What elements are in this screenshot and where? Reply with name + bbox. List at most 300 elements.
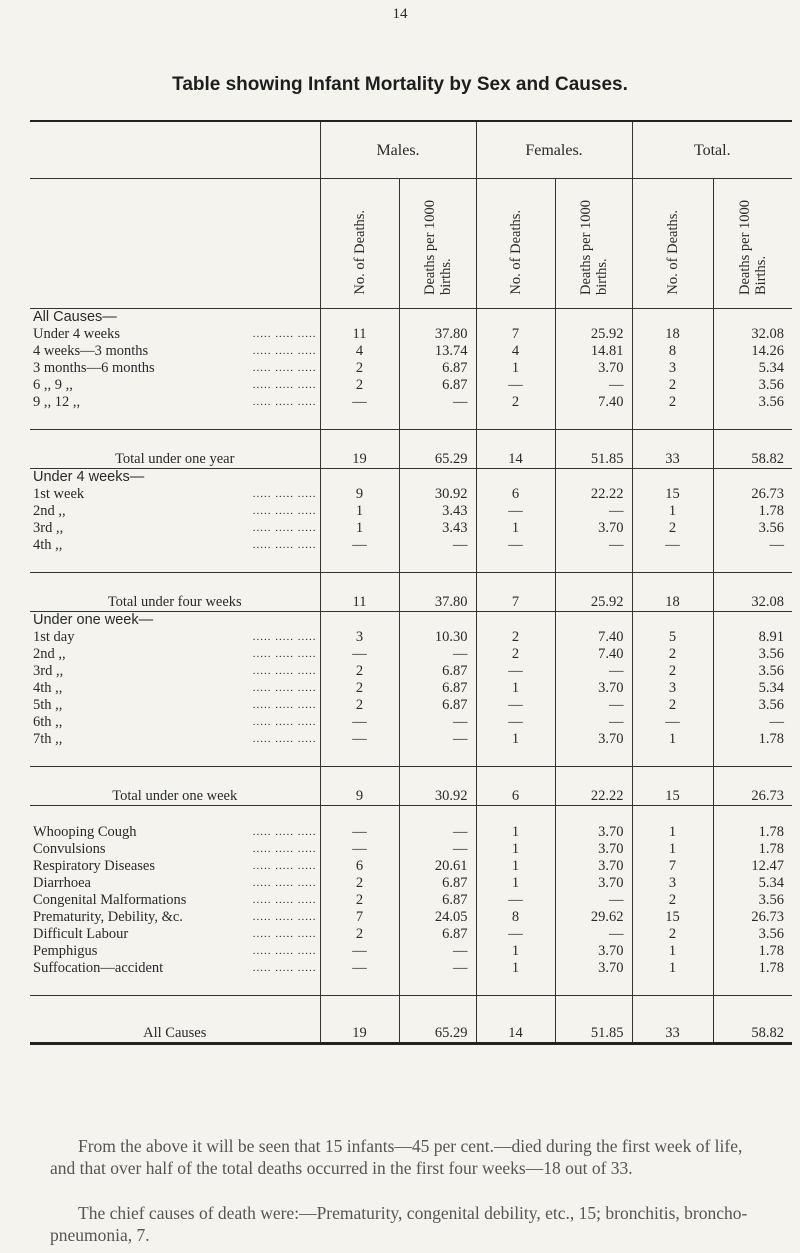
empty-cell <box>399 748 476 767</box>
value-cell: 33 <box>632 430 713 469</box>
value-cell: 2 <box>632 377 713 394</box>
leader-dots: ..... ..... ..... <box>252 733 317 745</box>
header-females: Females. <box>476 121 632 179</box>
value-cell: 19 <box>320 996 399 1044</box>
row-label <box>30 646 320 663</box>
row-label-text: Congenital Malformations <box>33 892 187 908</box>
value-cell: 1 <box>632 943 713 960</box>
value-cell: — <box>320 731 399 748</box>
row-label-text: Suffocation—accident <box>33 960 164 976</box>
value-cell: 4 <box>320 343 399 360</box>
value-cell: 6 <box>476 767 555 806</box>
empty-cell <box>555 806 632 825</box>
row-label <box>30 360 320 377</box>
row-label-text: 4 weeks—3 months <box>33 343 149 359</box>
value-cell: 10.30 <box>399 629 476 646</box>
table-row <box>30 360 792 377</box>
row-label-text: 2nd ,, <box>33 503 66 519</box>
value-cell: 25.92 <box>555 573 632 612</box>
value-cell: 3 <box>320 629 399 646</box>
row-label-text: 9 ,, 12 ,, <box>33 394 81 410</box>
row-label <box>30 663 320 680</box>
value-cell: 1 <box>476 875 555 892</box>
value-cell: 37.80 <box>399 573 476 612</box>
row-label-text: Convulsions <box>33 841 106 857</box>
value-cell: 7 <box>632 858 713 875</box>
leader-dots: ..... ..... ..... <box>252 665 317 677</box>
value-cell: 3.56 <box>713 646 792 663</box>
empty-cell <box>713 806 792 825</box>
empty-cell <box>320 309 399 327</box>
empty-cell <box>476 309 555 327</box>
value-cell: 7.40 <box>555 646 632 663</box>
empty-cell <box>399 411 476 430</box>
empty-cell <box>713 469 792 487</box>
row-label <box>30 909 320 926</box>
value-cell: 2 <box>632 394 713 411</box>
table-row <box>30 520 792 537</box>
row-label <box>30 697 320 714</box>
value-cell: — <box>632 714 713 731</box>
row-label <box>30 858 320 875</box>
empty-cell <box>320 554 399 573</box>
header-males-rate: Deaths per 1000 births. <box>399 179 476 309</box>
value-cell: 65.29 <box>399 996 476 1044</box>
infant-mortality-table <box>30 120 792 1045</box>
value-cell: 1 <box>632 731 713 748</box>
total-label: Total under four weeks <box>30 573 320 612</box>
value-cell: 26.73 <box>713 486 792 503</box>
value-cell: 6.87 <box>399 680 476 697</box>
value-cell: 3 <box>632 680 713 697</box>
value-cell: 3 <box>632 360 713 377</box>
value-cell: 9 <box>320 767 399 806</box>
empty-cell <box>30 977 320 996</box>
row-label-text: 4th ,, <box>33 537 63 553</box>
value-cell: — <box>555 714 632 731</box>
value-cell: 3.56 <box>713 394 792 411</box>
leader-dots: ..... ..... ..... <box>252 877 317 889</box>
value-cell: — <box>399 537 476 554</box>
section-heading-text: Under one week— <box>33 612 154 628</box>
value-cell: 29.62 <box>555 909 632 926</box>
value-cell: 14.81 <box>555 343 632 360</box>
section-heading <box>30 309 792 327</box>
empty-cell <box>632 806 713 825</box>
empty-cell <box>476 977 555 996</box>
value-cell: 2 <box>632 892 713 909</box>
value-cell: 6.87 <box>399 926 476 943</box>
empty-cell <box>713 309 792 327</box>
row-label <box>30 960 320 977</box>
value-cell: 8 <box>632 343 713 360</box>
value-cell: 2 <box>320 875 399 892</box>
value-cell: 51.85 <box>555 996 632 1044</box>
header-females-deaths: No. of Deaths. <box>476 179 555 309</box>
table-body <box>30 309 792 1044</box>
row-label-text: Whooping Cough <box>33 824 137 840</box>
row-label-text: 5th ,, <box>33 697 63 713</box>
value-cell: 3.70 <box>555 824 632 841</box>
table-row <box>30 646 792 663</box>
table-row <box>30 377 792 394</box>
value-cell: 1 <box>476 680 555 697</box>
value-cell: 1 <box>320 520 399 537</box>
empty-cell <box>476 411 555 430</box>
value-cell: 3.56 <box>713 663 792 680</box>
value-cell: — <box>399 731 476 748</box>
value-cell: — <box>476 537 555 554</box>
leader-dots: ..... ..... ..... <box>252 962 317 974</box>
leader-dots: ..... ..... ..... <box>252 488 317 500</box>
empty-cell <box>320 469 399 487</box>
empty-cell <box>399 309 476 327</box>
row-label-text: 6 ,, 9 ,, <box>33 377 73 393</box>
value-cell: 26.73 <box>713 909 792 926</box>
value-cell: 2 <box>632 520 713 537</box>
value-cell: — <box>555 537 632 554</box>
value-cell: 32.08 <box>713 573 792 612</box>
value-cell: 2 <box>320 680 399 697</box>
empty-cell <box>555 554 632 573</box>
cause-row <box>30 926 792 943</box>
row-label <box>30 680 320 697</box>
table-row <box>30 394 792 411</box>
row-label <box>30 943 320 960</box>
empty-cell <box>476 554 555 573</box>
row-label-text: 2nd ,, <box>33 646 66 662</box>
value-cell: 1 <box>632 960 713 977</box>
header-total-deaths: No. of Deaths. <box>632 179 713 309</box>
value-cell: 5.34 <box>713 360 792 377</box>
row-label-text: 1st day <box>33 629 75 645</box>
value-cell: 1 <box>476 943 555 960</box>
value-cell: — <box>632 537 713 554</box>
value-cell: — <box>399 960 476 977</box>
value-cell: 2 <box>476 629 555 646</box>
value-cell: 1 <box>632 503 713 520</box>
value-cell: 1.78 <box>713 943 792 960</box>
value-cell: — <box>399 824 476 841</box>
leader-dots: ..... ..... ..... <box>252 911 317 923</box>
value-cell: 2 <box>476 394 555 411</box>
value-cell: 1.78 <box>713 731 792 748</box>
value-cell: 2 <box>320 926 399 943</box>
value-cell: — <box>399 841 476 858</box>
value-cell: — <box>713 537 792 554</box>
cause-row <box>30 892 792 909</box>
value-cell: 3.43 <box>399 520 476 537</box>
corner-cell <box>30 121 320 179</box>
spacer-row <box>30 977 792 996</box>
spacer-row <box>30 748 792 767</box>
spacer-row <box>30 806 792 825</box>
value-cell: — <box>320 841 399 858</box>
empty-cell <box>713 748 792 767</box>
row-label-text: Under 4 weeks <box>33 326 120 342</box>
empty-cell <box>399 469 476 487</box>
value-cell: 22.22 <box>555 767 632 806</box>
value-cell: — <box>555 377 632 394</box>
value-cell: 6 <box>476 486 555 503</box>
leader-dots: ..... ..... ..... <box>252 843 317 855</box>
row-label-text: 1st week <box>33 486 85 502</box>
leader-dots: ..... ..... ..... <box>252 539 317 551</box>
value-cell: — <box>555 892 632 909</box>
row-label <box>30 343 320 360</box>
value-cell: 5 <box>632 629 713 646</box>
value-cell: 65.29 <box>399 430 476 469</box>
leader-dots: ..... ..... ..... <box>252 894 317 906</box>
value-cell: — <box>399 646 476 663</box>
summary-paragraph: From the above it will be seen that 15 infants—45 per cent.—died during the first week of life, and that over half of the total deaths occurred in the first four weeks—18 out of 33. <box>50 1136 743 1178</box>
cause-row <box>30 943 792 960</box>
empty-cell <box>320 612 399 630</box>
spacer-row <box>30 411 792 430</box>
section-heading <box>30 469 792 487</box>
row-label-text: 6th ,, <box>33 714 63 730</box>
spacer-row <box>30 554 792 573</box>
value-cell: 19 <box>320 430 399 469</box>
value-cell: 1.78 <box>713 960 792 977</box>
value-cell: — <box>555 663 632 680</box>
value-cell: 1 <box>632 824 713 841</box>
value-cell: 14 <box>476 996 555 1044</box>
value-cell: — <box>399 394 476 411</box>
empty-cell <box>399 806 476 825</box>
table-row <box>30 326 792 343</box>
leader-dots: ..... ..... ..... <box>252 328 317 340</box>
empty-cell <box>713 977 792 996</box>
value-cell: 3.70 <box>555 858 632 875</box>
leader-dots: ..... ..... ..... <box>252 928 317 940</box>
value-cell: — <box>476 377 555 394</box>
value-cell: — <box>320 646 399 663</box>
cause-row <box>30 824 792 841</box>
value-cell: 6.87 <box>399 360 476 377</box>
value-cell: 7.40 <box>555 394 632 411</box>
empty-cell <box>713 411 792 430</box>
value-cell: 1 <box>320 503 399 520</box>
value-cell: 18 <box>632 573 713 612</box>
table-row <box>30 714 792 731</box>
value-cell: — <box>399 714 476 731</box>
total-label: All Causes <box>30 996 320 1044</box>
leader-dots: ..... ..... ..... <box>252 396 317 408</box>
empty-cell <box>555 612 632 630</box>
section-heading-text: All Causes— <box>33 309 117 325</box>
empty-cell <box>632 977 713 996</box>
table-row <box>30 486 792 503</box>
value-cell: 7 <box>476 573 555 612</box>
row-label <box>30 824 320 841</box>
value-cell: 3 <box>632 875 713 892</box>
empty-cell <box>476 806 555 825</box>
empty-cell <box>30 748 320 767</box>
header-males: Males. <box>320 121 476 179</box>
empty-cell <box>399 554 476 573</box>
value-cell: 6.87 <box>399 697 476 714</box>
value-cell: 22.22 <box>555 486 632 503</box>
empty-cell <box>713 554 792 573</box>
header-total-rate: Deaths per 1000 Births. <box>713 179 792 309</box>
empty-cell <box>399 977 476 996</box>
value-cell: 1 <box>476 841 555 858</box>
row-label-text: Difficult Labour <box>33 926 129 942</box>
value-cell: 6.87 <box>399 663 476 680</box>
value-cell: 7 <box>476 326 555 343</box>
row-label-text: Pemphigus <box>33 943 98 959</box>
value-cell: 2 <box>320 360 399 377</box>
empty-cell <box>399 612 476 630</box>
value-cell: 1 <box>476 731 555 748</box>
empty-cell <box>555 411 632 430</box>
value-cell: 32.08 <box>713 326 792 343</box>
empty-cell <box>476 469 555 487</box>
leader-dots: ..... ..... ..... <box>252 505 317 517</box>
leader-dots: ..... ..... ..... <box>252 379 317 391</box>
value-cell: 2 <box>632 926 713 943</box>
value-cell: 14.26 <box>713 343 792 360</box>
cause-row <box>30 960 792 977</box>
causes-paragraph: The chief causes of death were:—Prematurity, congenital debility, etc., 15; bronchitis, broncho-pneumonia, 7. <box>50 1203 748 1245</box>
table-row <box>30 503 792 520</box>
row-label-text: 3rd ,, <box>33 663 64 679</box>
value-cell: 24.05 <box>399 909 476 926</box>
value-cell: 1 <box>476 520 555 537</box>
empty-cell <box>320 806 399 825</box>
value-cell: 1.78 <box>713 503 792 520</box>
value-cell: 3.43 <box>399 503 476 520</box>
row-label <box>30 841 320 858</box>
row-label <box>30 892 320 909</box>
value-cell: — <box>476 926 555 943</box>
value-cell: 6.87 <box>399 377 476 394</box>
row-label <box>30 394 320 411</box>
value-cell: 11 <box>320 573 399 612</box>
corner-cell-sub <box>30 179 320 309</box>
value-cell: 11 <box>320 326 399 343</box>
value-cell: 9 <box>320 486 399 503</box>
cause-row <box>30 875 792 892</box>
value-cell: 1 <box>632 841 713 858</box>
value-cell: 7.40 <box>555 629 632 646</box>
value-cell: 1 <box>476 360 555 377</box>
value-cell: 37.80 <box>399 326 476 343</box>
value-cell: 5.34 <box>713 875 792 892</box>
value-cell: 2 <box>320 377 399 394</box>
row-label-text: 4th ,, <box>33 680 63 696</box>
value-cell: 15 <box>632 909 713 926</box>
empty-cell <box>320 411 399 430</box>
value-cell: 2 <box>632 697 713 714</box>
leader-dots: ..... ..... ..... <box>252 648 317 660</box>
value-cell: — <box>476 503 555 520</box>
empty-cell <box>632 469 713 487</box>
value-cell: 5.34 <box>713 680 792 697</box>
leader-dots: ..... ..... ..... <box>252 682 317 694</box>
table-row <box>30 537 792 554</box>
value-cell: 26.73 <box>713 767 792 806</box>
value-cell: — <box>555 926 632 943</box>
header-males-deaths: No. of Deaths. <box>320 179 399 309</box>
table-row <box>30 680 792 697</box>
value-cell: 1 <box>476 960 555 977</box>
row-label <box>30 537 320 554</box>
value-cell: — <box>320 960 399 977</box>
value-cell: — <box>320 537 399 554</box>
total-row <box>30 767 792 806</box>
value-cell: 58.82 <box>713 996 792 1044</box>
empty-cell <box>476 612 555 630</box>
row-label <box>30 731 320 748</box>
value-cell: 2 <box>632 663 713 680</box>
value-cell: 3.70 <box>555 960 632 977</box>
empty-cell <box>476 748 555 767</box>
empty-cell <box>320 748 399 767</box>
empty-cell <box>713 612 792 630</box>
value-cell: 13.74 <box>399 343 476 360</box>
row-label-text: 3rd ,, <box>33 520 64 536</box>
total-label: Total under one year <box>30 430 320 469</box>
section-heading <box>30 612 792 630</box>
row-label-text: 3 months—6 months <box>33 360 155 376</box>
leader-dots: ..... ..... ..... <box>252 945 317 957</box>
value-cell: 3.70 <box>555 731 632 748</box>
all-causes-total-row <box>30 996 792 1044</box>
value-cell: 12.47 <box>713 858 792 875</box>
cause-row <box>30 858 792 875</box>
empty-cell <box>30 806 320 825</box>
value-cell: 8 <box>476 909 555 926</box>
value-cell: 3.56 <box>713 520 792 537</box>
leader-dots: ..... ..... ..... <box>252 362 317 374</box>
empty-cell <box>632 309 713 327</box>
value-cell: 20.61 <box>399 858 476 875</box>
value-cell: 3.56 <box>713 697 792 714</box>
value-cell: — <box>555 503 632 520</box>
value-cell: — <box>476 663 555 680</box>
value-cell: 15 <box>632 767 713 806</box>
value-cell: — <box>320 714 399 731</box>
cause-row <box>30 909 792 926</box>
leader-dots: ..... ..... ..... <box>252 716 317 728</box>
value-cell: 2 <box>476 646 555 663</box>
value-cell: 3.70 <box>555 360 632 377</box>
row-label-text: Prematurity, Debility, &c. <box>33 909 183 925</box>
value-cell: 6.87 <box>399 875 476 892</box>
section-heading-text: Under 4 weeks— <box>33 469 145 485</box>
leader-dots: ..... ..... ..... <box>252 345 317 357</box>
value-cell: 7 <box>320 909 399 926</box>
empty-cell <box>555 309 632 327</box>
value-cell: 15 <box>632 486 713 503</box>
empty-cell <box>632 411 713 430</box>
row-label-text: Respiratory Diseases <box>33 858 156 874</box>
table-row <box>30 663 792 680</box>
empty-cell <box>320 977 399 996</box>
row-label <box>30 503 320 520</box>
value-cell: 3.70 <box>555 680 632 697</box>
value-cell: 1 <box>476 824 555 841</box>
value-cell: 33 <box>632 996 713 1044</box>
table-row <box>30 697 792 714</box>
leader-dots: ..... ..... ..... <box>252 631 317 643</box>
row-label <box>30 377 320 394</box>
value-cell: 4 <box>476 343 555 360</box>
table-row <box>30 731 792 748</box>
value-cell: — <box>713 714 792 731</box>
